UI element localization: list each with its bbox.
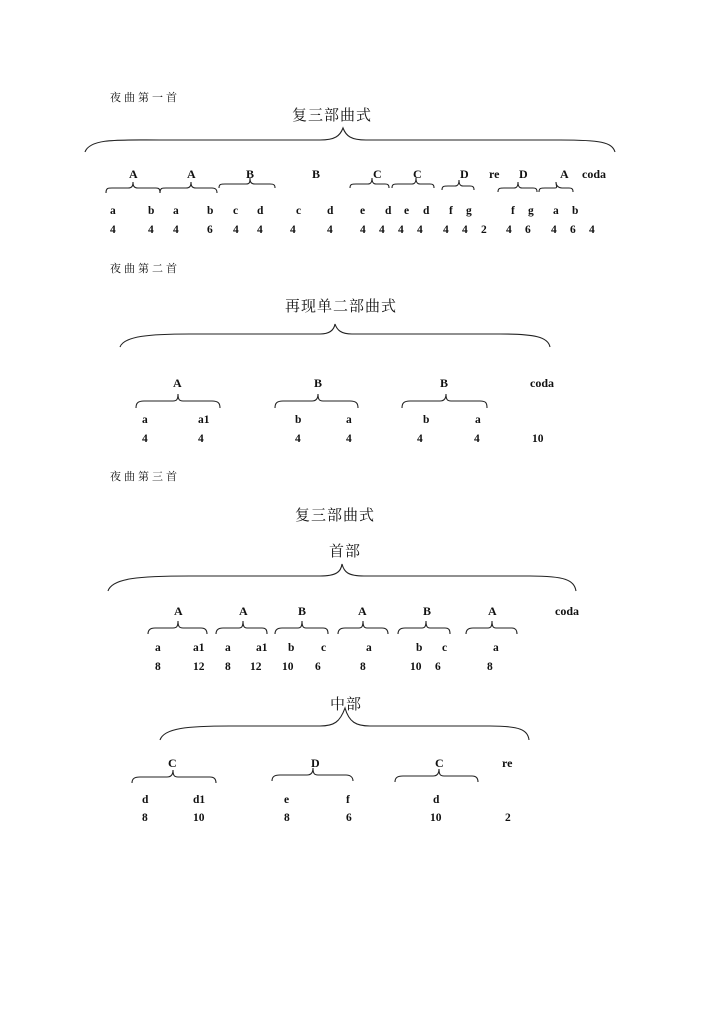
form-title: 复三部曲式 <box>295 506 376 524</box>
bar-count: 10 <box>410 661 422 673</box>
phrase-label: a <box>110 205 116 217</box>
phrase-label: f <box>449 205 453 217</box>
phrase-label: d <box>385 205 392 217</box>
phrase-label: d <box>433 794 440 806</box>
bar-count: 12 <box>193 661 205 673</box>
bar-count: 6 <box>570 224 576 236</box>
form-title: 复三部曲式 <box>292 106 373 124</box>
bar-count: 4 <box>233 224 239 236</box>
section-label: C <box>435 756 444 770</box>
phrase-label: c <box>233 205 239 217</box>
phrase-label: a <box>155 642 161 654</box>
phrase-label: b <box>148 205 155 217</box>
phrase-label: a1 <box>256 642 268 654</box>
phrase-label: c <box>442 642 448 654</box>
phrase-label: b <box>423 414 430 426</box>
bar-count: 4 <box>379 224 385 236</box>
section-label: A <box>488 604 497 618</box>
bar-count: 4 <box>360 224 366 236</box>
section-label: A <box>173 376 182 390</box>
part-title: 首部 <box>329 542 362 560</box>
section-label: A <box>358 604 367 618</box>
phrase-label: e <box>360 205 366 217</box>
section-label: re <box>502 756 513 770</box>
bar-count: 4 <box>417 433 423 445</box>
bar-count: 4 <box>462 224 468 236</box>
bar-count: 10 <box>532 433 544 445</box>
phrase-label: b <box>295 414 302 426</box>
section-label: A <box>129 167 138 181</box>
bar-count: 8 <box>284 812 290 824</box>
bar-count: 4 <box>327 224 333 236</box>
phrase-label: b <box>416 642 423 654</box>
bar-count: 4 <box>148 224 154 236</box>
bar-count: 4 <box>173 224 179 236</box>
bar-count: 4 <box>589 224 595 236</box>
section-label: C <box>373 167 382 181</box>
phrase-label: c <box>321 642 327 654</box>
section-label: B <box>423 604 432 618</box>
bar-count: 4 <box>417 224 423 236</box>
phrase-label: e <box>404 205 410 217</box>
section-label: D <box>311 756 320 770</box>
phrase-label: a <box>493 642 499 654</box>
bar-count: 4 <box>398 224 404 236</box>
phrase-label: a <box>225 642 231 654</box>
phrase-label: f <box>346 794 350 806</box>
phrase-label: a <box>475 414 481 426</box>
big-brace-2 <box>120 324 550 347</box>
phrase-label: d <box>327 205 334 217</box>
section-label: D <box>460 167 469 181</box>
bar-count: 4 <box>551 224 557 236</box>
phrase-label: e <box>284 794 290 806</box>
bar-count: 12 <box>250 661 262 673</box>
section-label: A <box>174 604 183 618</box>
phrase-label: g <box>466 205 472 217</box>
phrase-label: g <box>528 205 534 217</box>
piece-caption: 夜曲第一首 <box>110 91 180 104</box>
phrase-label: c <box>296 205 302 217</box>
bar-count: 6 <box>207 224 213 236</box>
bar-count: 10 <box>430 812 442 824</box>
bar-count: 4 <box>198 433 204 445</box>
form-title: 再现单二部曲式 <box>285 297 398 315</box>
phrase-label: b <box>207 205 214 217</box>
bar-count: 4 <box>142 433 148 445</box>
big-brace-3a <box>108 564 576 591</box>
bar-count: 2 <box>505 812 511 824</box>
bar-count: 2 <box>481 224 487 236</box>
phrase-label: d <box>142 794 149 806</box>
section-label: coda <box>530 376 554 390</box>
bar-count: 4 <box>346 433 352 445</box>
phrase-label: b <box>288 642 295 654</box>
section-label: B <box>312 167 321 181</box>
bar-count: 4 <box>110 224 116 236</box>
section-label: coda <box>555 604 579 618</box>
bar-count: 8 <box>225 661 231 673</box>
bar-count: 4 <box>290 224 296 236</box>
phrase-label: d <box>257 205 264 217</box>
phrase-label: f <box>511 205 515 217</box>
section-label: B <box>246 167 255 181</box>
bar-count: 8 <box>360 661 366 673</box>
section-label: B <box>298 604 307 618</box>
phrase-label: a <box>142 414 148 426</box>
bar-count: 10 <box>282 661 294 673</box>
phrase-label: a <box>366 642 372 654</box>
bar-count: 4 <box>474 433 480 445</box>
phrase-label: a <box>553 205 559 217</box>
part-title: 中部 <box>330 695 363 713</box>
bar-count: 8 <box>155 661 161 673</box>
bar-count: 6 <box>435 661 441 673</box>
piece-caption: 夜曲第三首 <box>110 470 180 483</box>
bar-count: 4 <box>443 224 449 236</box>
section-label: A <box>239 604 248 618</box>
section-label: A <box>560 167 569 181</box>
section-label: B <box>440 376 449 390</box>
bar-count: 8 <box>142 812 148 824</box>
bar-count: 4 <box>295 433 301 445</box>
phrase-label: d1 <box>193 794 206 806</box>
piece-caption: 夜曲第二首 <box>110 262 180 275</box>
bar-count: 10 <box>193 812 205 824</box>
section-label: C <box>168 756 177 770</box>
bar-count: 4 <box>506 224 512 236</box>
bar-count: 4 <box>257 224 263 236</box>
bar-count: 8 <box>487 661 493 673</box>
phrase-label: a1 <box>193 642 205 654</box>
section-label: re <box>489 167 500 181</box>
bar-count: 6 <box>346 812 352 824</box>
section-label: A <box>187 167 196 181</box>
big-brace-1 <box>85 128 615 152</box>
bar-count: 6 <box>315 661 321 673</box>
section-label: C <box>413 167 422 181</box>
section-label: coda <box>582 167 606 181</box>
phrase-label: b <box>572 205 579 217</box>
phrase-label: a <box>346 414 352 426</box>
bar-count: 6 <box>525 224 531 236</box>
section-label: B <box>314 376 323 390</box>
phrase-label: d <box>423 205 430 217</box>
phrase-label: a <box>173 205 179 217</box>
phrase-label: a1 <box>198 414 210 426</box>
section-label: D <box>519 167 528 181</box>
